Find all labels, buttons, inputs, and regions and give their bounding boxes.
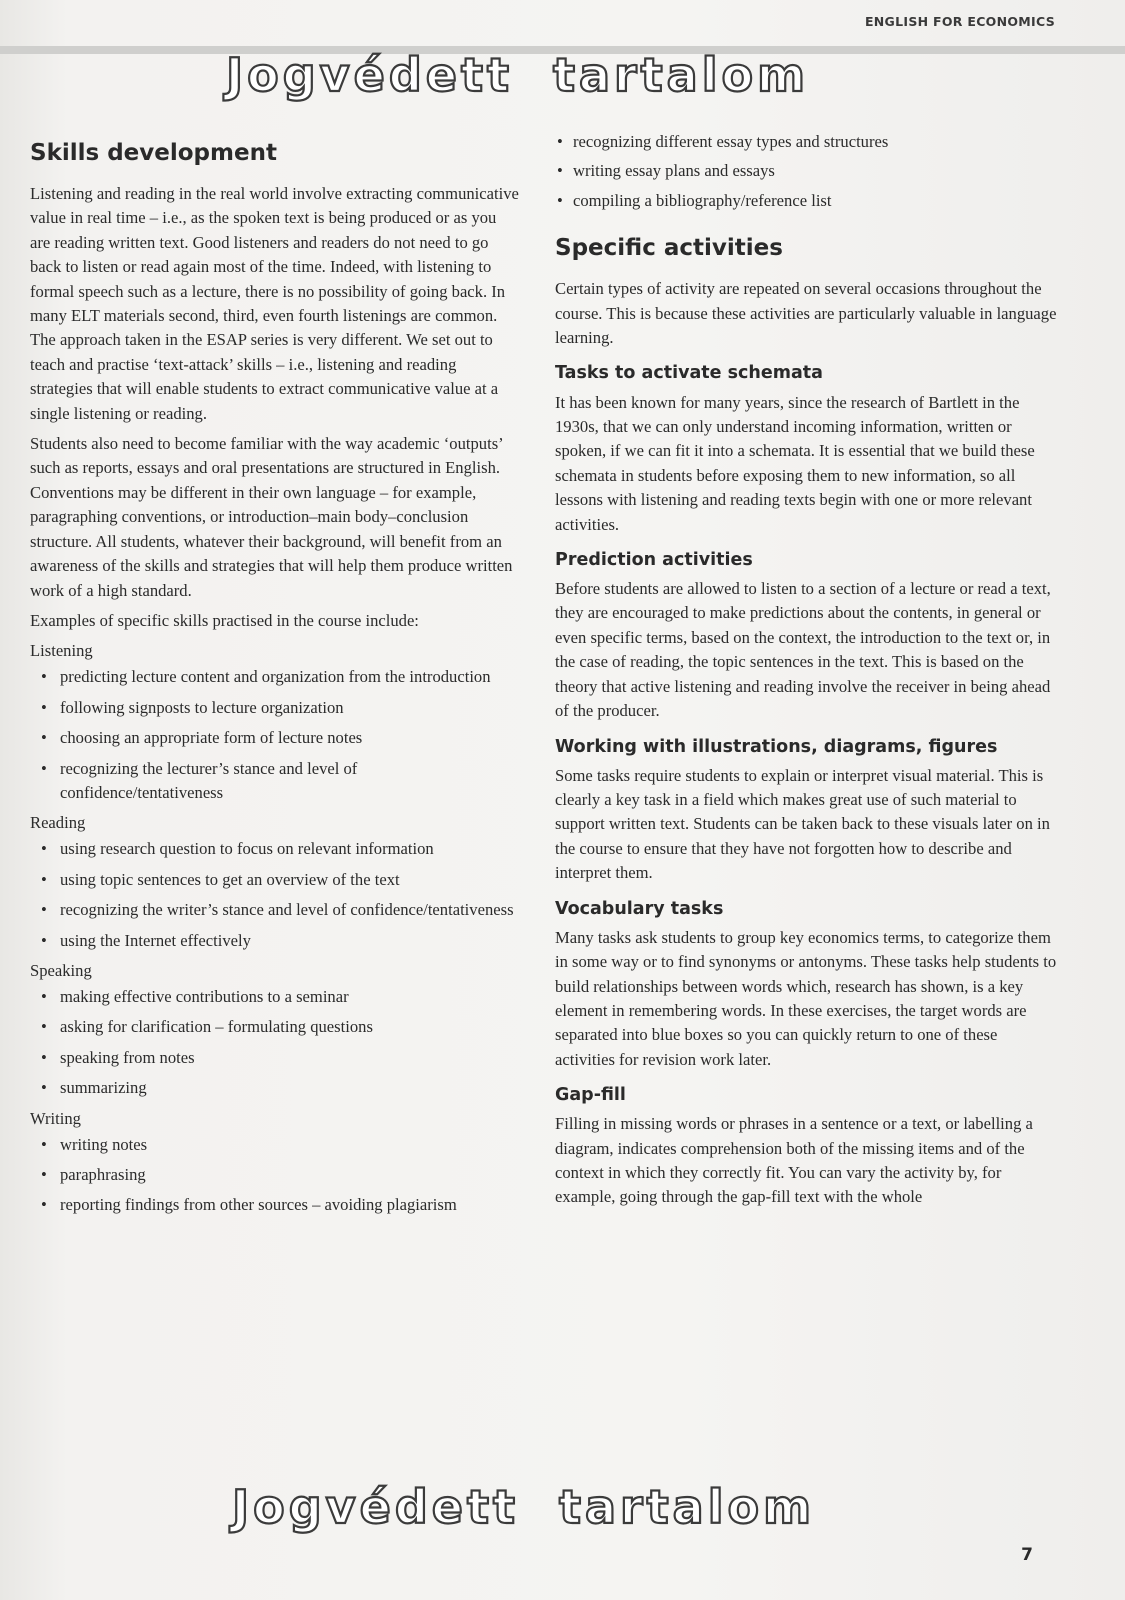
list-item: • paraphrasing <box>30 1163 520 1187</box>
running-head: ENGLISH FOR ECONOMICS <box>864 14 1055 29</box>
list-item: • recognizing different essay types and structures <box>555 130 1060 154</box>
subheading-illustrations: Working with illustrations, diagrams, figures <box>555 736 998 757</box>
list-item: • using the Internet effectively <box>30 929 520 953</box>
paragraph: Filling in missing words or phrases in a sentence or a text, or labelling a diagram, indicates comprehension both of the missing items and of the context in which they correctly fit. You can vary the activity by, for example, going through the gap-fill text with the whole <box>555 1114 1033 1207</box>
paragraph: Certain types of activity are repeated on several occasions throughout the course. This is because these activities are particularly valuable in language learning. <box>555 279 1057 348</box>
watermark-top: Jogvédett tartalom <box>226 48 810 102</box>
subheading-prediction: Prediction activities <box>555 549 753 570</box>
list-item: • making effective contributions to a seminar <box>30 985 520 1009</box>
left-column <box>30 130 520 1224</box>
section-heading-skills-development: Skills development <box>30 140 277 166</box>
writing-list <box>30 1133 520 1218</box>
subheading-vocabulary: Vocabulary tasks <box>555 898 724 919</box>
skill-label-listening: Listening <box>30 641 93 661</box>
skill-label-speaking: Speaking <box>30 960 92 980</box>
paragraph: It has been known for many years, since the research of Bartlett in the 1930s, that we can only understand incoming information, written or spoken, if we can fit it into a schemata. It is essential that we build these schemata in students before exposing them to new information, so all lessons with listening and reading texts begin with one or more relevant activities. <box>555 392 1035 534</box>
paragraph: Students also need to become familiar with the way academic ‘outputs’ such as reports, essays and oral presentations are structured in English. Conventions may be different in their own language – for example, paragraphing conventions, or introduction–main body–conclusion structure. All students, whatever their background, will benefit from an awareness of the skills and strategies that will help them produce written work of a high standard. <box>30 434 513 600</box>
list-item: • speaking from notes <box>30 1046 520 1070</box>
skill-label-writing: Writing <box>30 1108 81 1128</box>
subheading-gap-fill: Gap-fill <box>555 1085 626 1106</box>
paragraph: Before students are allowed to listen to a section of a lecture or read a text, they are encouraged to make predictions about the contents, in general or even specific terms, based on the context, the introduction to the text or, in the case of reading, the topic sentences in the text. This is based on the theory that active listening and reading involve the receiver in being ahead of the producer. <box>555 579 1051 721</box>
page-number: 7 <box>1021 1545 1033 1565</box>
list-item: • using topic sentences to get an overview of the text <box>30 868 520 892</box>
list-item: • asking for clarification – formulating questions <box>30 1015 520 1039</box>
list-item: • compiling a bibliography/reference list <box>555 189 1060 213</box>
watermark-bottom: Jogvédett tartalom <box>232 1480 816 1534</box>
listening-list <box>30 665 520 805</box>
paragraph: Many tasks ask students to group key economics terms, to categorize them in some way or to find synonyms or antonyms. These tasks help students to build relationships between words which, research has shown, is a key element in remembering words. In these exercises, the target words are separated into blue boxes so you can quickly return to one of these activities for revision work later. <box>555 927 1057 1069</box>
list-item: • reporting findings from other sources – avoiding plagiarism <box>30 1193 520 1217</box>
continued-writing-list <box>555 130 1060 213</box>
speaking-list <box>30 985 520 1101</box>
list-item: • recognizing the lecturer’s stance and level of confidence/tentativeness <box>30 757 520 806</box>
subheading-schemata: Tasks to activate schemata <box>555 363 823 384</box>
reading-list <box>30 837 520 953</box>
list-item: • following signposts to lecture organization <box>30 696 520 720</box>
list-item: • choosing an appropriate form of lecture notes <box>30 726 520 750</box>
list-item: • writing notes <box>30 1133 520 1157</box>
section-heading-specific-activities: Specific activities <box>555 235 783 262</box>
right-column <box>555 130 1060 1216</box>
list-item: • writing essay plans and essays <box>555 159 1060 183</box>
list-item: • summarizing <box>30 1076 520 1100</box>
list-item: • using research question to focus on relevant information <box>30 837 520 861</box>
list-item: • predicting lecture content and organization from the introduction <box>30 665 520 689</box>
skill-label-reading: Reading <box>30 813 86 833</box>
paragraph: Listening and reading in the real world involve extracting communicative value in real time – i.e., as the spoken text is being produced or as you are reading written text. Good listeners and readers do not need to go back to listen or read again most of the time. Indeed, with listening to formal speech such as a lecture, there is no possibility of going back. In many ELT materials second, third, even fourth listenings are common. The approach taken in the ESAP series is very different. We set out to teach and practise ‘text-attack’ skills – i.e., listening and reading strategies that will enable students to extract communicative value at a single listening or reading. <box>30 184 519 423</box>
paragraph: Some tasks require students to explain or interpret visual material. This is clearly a key task in a field which makes great use of such material to support written text. Students can be taken back to these visuals later on in the course to ensure that they have not forgotten how to describe and interpret them. <box>555 765 1050 883</box>
paragraph: Examples of specific skills practised in the course include: <box>30 610 419 630</box>
list-item: • recognizing the writer’s stance and level of confidence/tentativeness <box>30 898 520 922</box>
